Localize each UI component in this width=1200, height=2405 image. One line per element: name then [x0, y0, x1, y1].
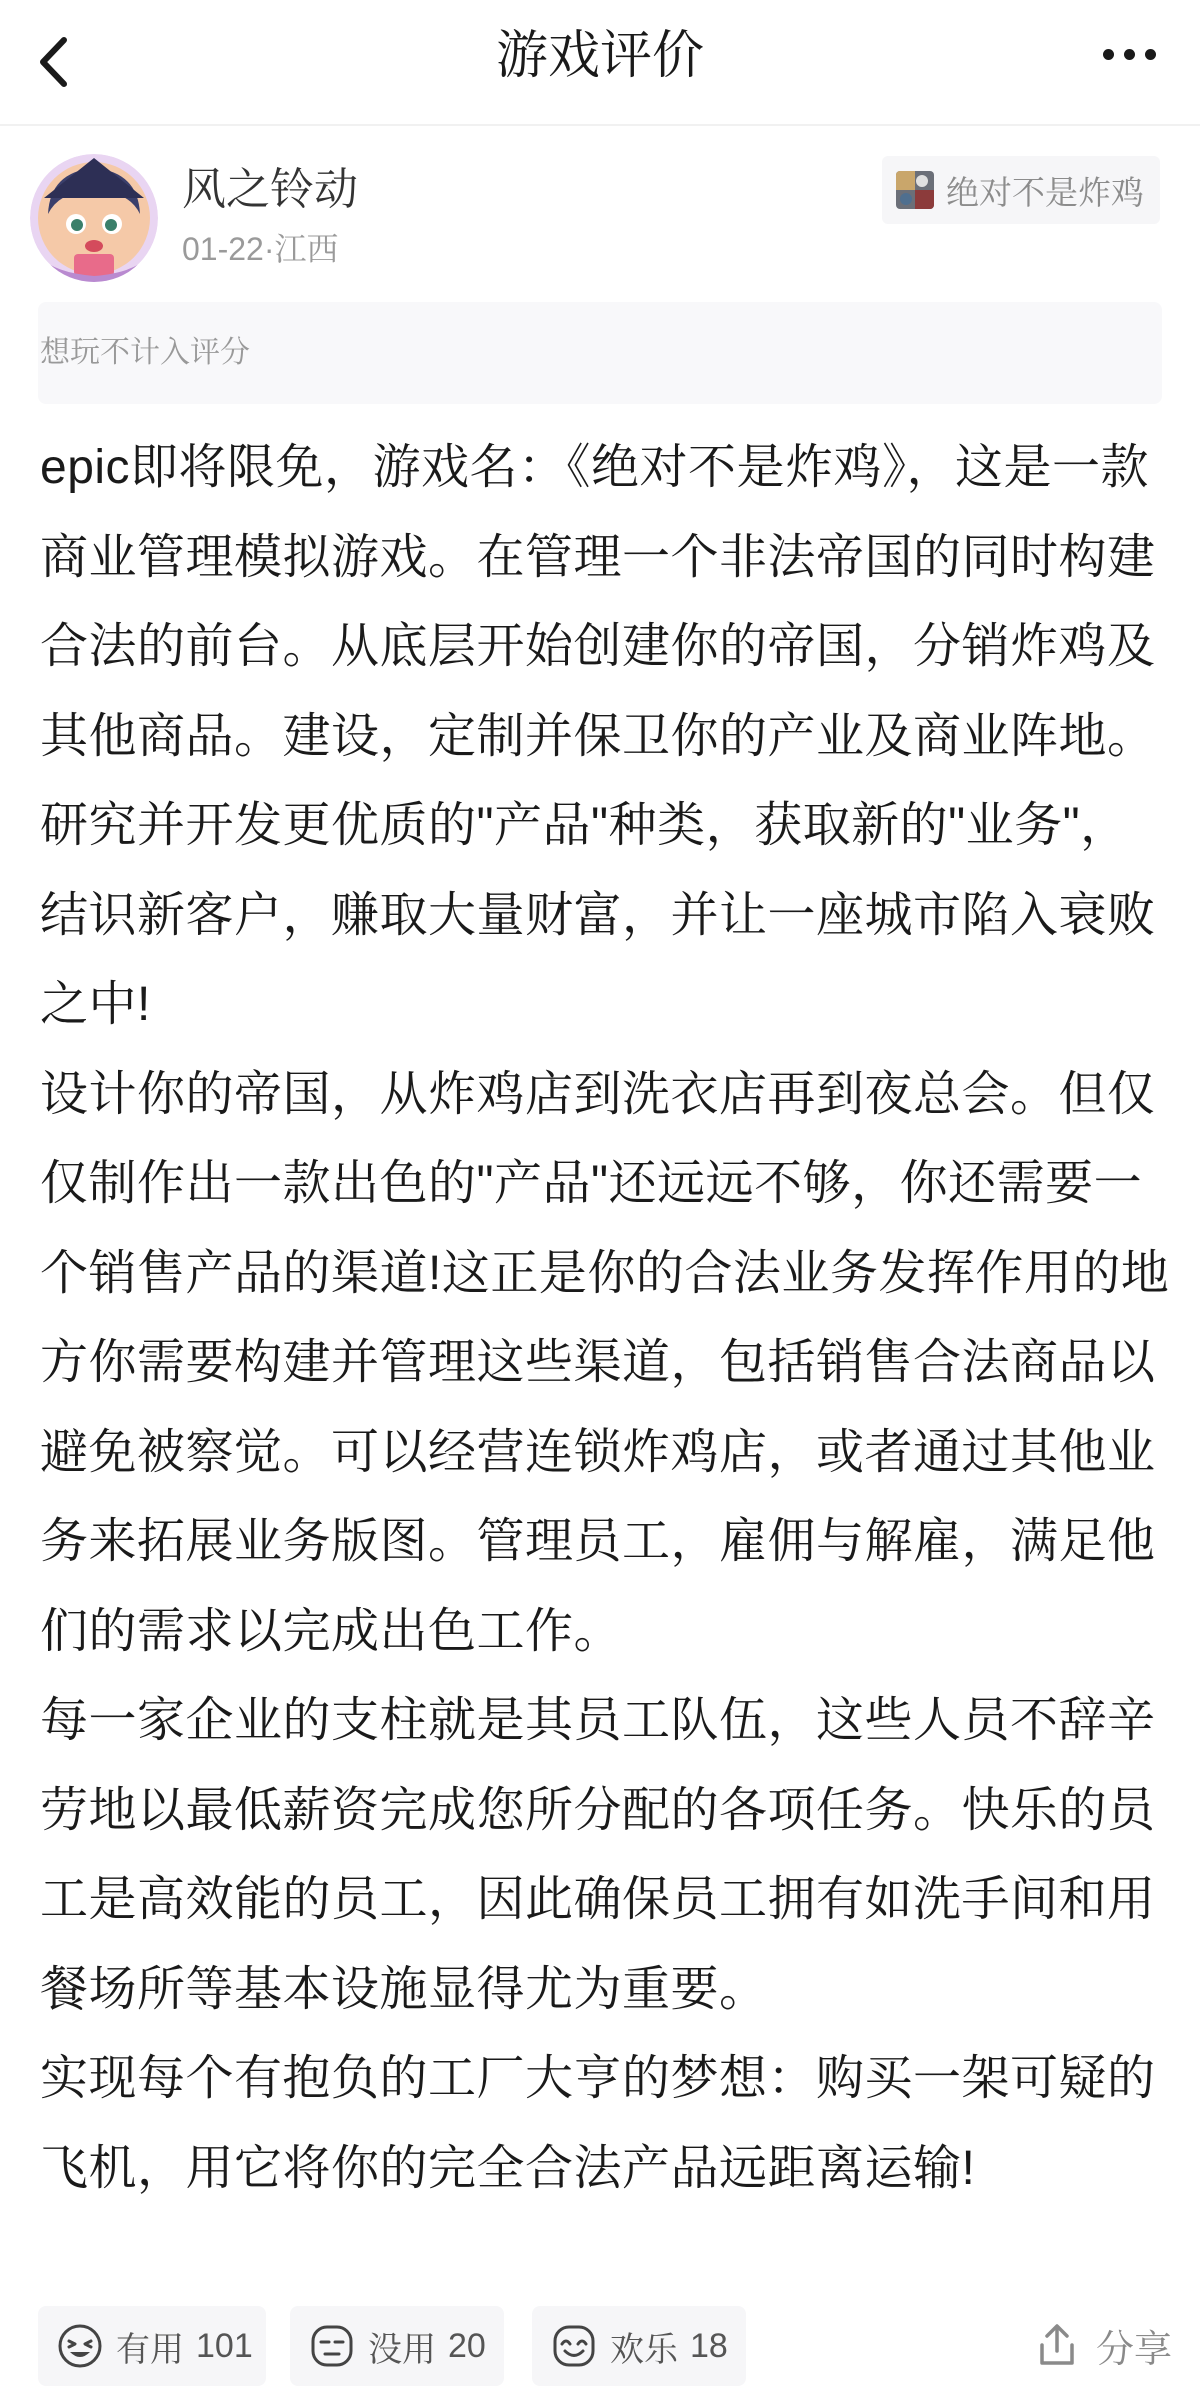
- review-paragraph: epic即将限免，游戏名：《绝对不是炸鸡》，这是一款商业管理模拟游戏。在管理一个非法帝国的同时构建合法的前台。从底层开始创建你的帝国，分销炸鸡及其他商品。建设，定制并保卫你的产业及商业阵地。研究并开发更优质的"产品"种类，获取新的"业务"，结识新客户，赚取大量财富，并让一座城市陷入衰败之中!: [40, 441, 1156, 1031]
- useless-count: 20: [448, 2326, 486, 2365]
- fun-button[interactable]: [532, 2306, 746, 2386]
- fun-count: 18: [690, 2326, 728, 2365]
- game-thumbnail: [896, 171, 934, 209]
- review-paragraph: 实现每个有抱负的工厂大亨的梦想：购买一架可疑的飞机，用它将你的完全合法产品远距离运输!: [40, 2052, 1156, 2195]
- review-content: [40, 423, 1170, 2213]
- top-bar: [0, 0, 1200, 126]
- useful-button[interactable]: [38, 2306, 266, 2386]
- useful-count: 101: [196, 2326, 253, 2365]
- rating-notice: 想玩不计入评分: [38, 302, 1162, 404]
- game-tag[interactable]: [882, 156, 1160, 224]
- author-name[interactable]: 风之铃动: [182, 165, 358, 214]
- useless-button[interactable]: [290, 2306, 504, 2386]
- useless-label: 没用: [368, 2330, 436, 2369]
- avatar[interactable]: [30, 154, 158, 282]
- happy-face-icon: [550, 2322, 598, 2370]
- page-title: 游戏评价: [495, 27, 704, 85]
- useful-label: 有用: [116, 2330, 184, 2369]
- more-options-button[interactable]: [1086, 24, 1172, 84]
- review-paragraph: 设计你的帝国，从炸鸡店到洗衣店再到夜总会。但仅仅制作出一款出色的"产品"还远远不够，你还需要一个销售产品的渠道!这正是你的合法业务发挥作用的地方你需要构建并管理这些渠道，包括销售合法商品以避免被察觉。可以经营连锁炸鸡店，或者通过其他业务来拓展业务版图。管理员工，雇佣与解雇，满足他们的需求以完成出色工作。: [40, 1067, 1170, 1658]
- post-location: 江西: [274, 231, 339, 267]
- reaction-bar: [0, 2306, 1200, 2386]
- post-meta: [182, 228, 339, 270]
- post-date: 01-22: [182, 231, 264, 267]
- author-section: [0, 140, 1200, 290]
- laughing-face-icon: [56, 2322, 104, 2370]
- game-tag-label: 绝对不是炸鸡: [946, 173, 1144, 211]
- review-paragraph: 每一家企业的支柱就是其员工队伍，这些人员不辞辛劳地以最低薪资完成您所分配的各项任务。快乐的员工是高效能的员工，因此确保员工拥有如洗手间和用餐场所等基本设施显得尤为重要。: [40, 1694, 1156, 2016]
- more-dot-icon: [1103, 49, 1114, 60]
- meta-separator: ·: [263, 231, 275, 267]
- avatar-image: [30, 154, 158, 282]
- meh-face-icon: [308, 2322, 356, 2370]
- share-icon: [1034, 2321, 1080, 2369]
- more-dot-icon: [1124, 49, 1135, 60]
- share-button[interactable]: [1034, 2310, 1172, 2380]
- more-dot-icon: [1145, 49, 1156, 60]
- share-label: 分享: [1095, 2328, 1172, 2371]
- fun-label: 欢乐: [610, 2330, 678, 2369]
